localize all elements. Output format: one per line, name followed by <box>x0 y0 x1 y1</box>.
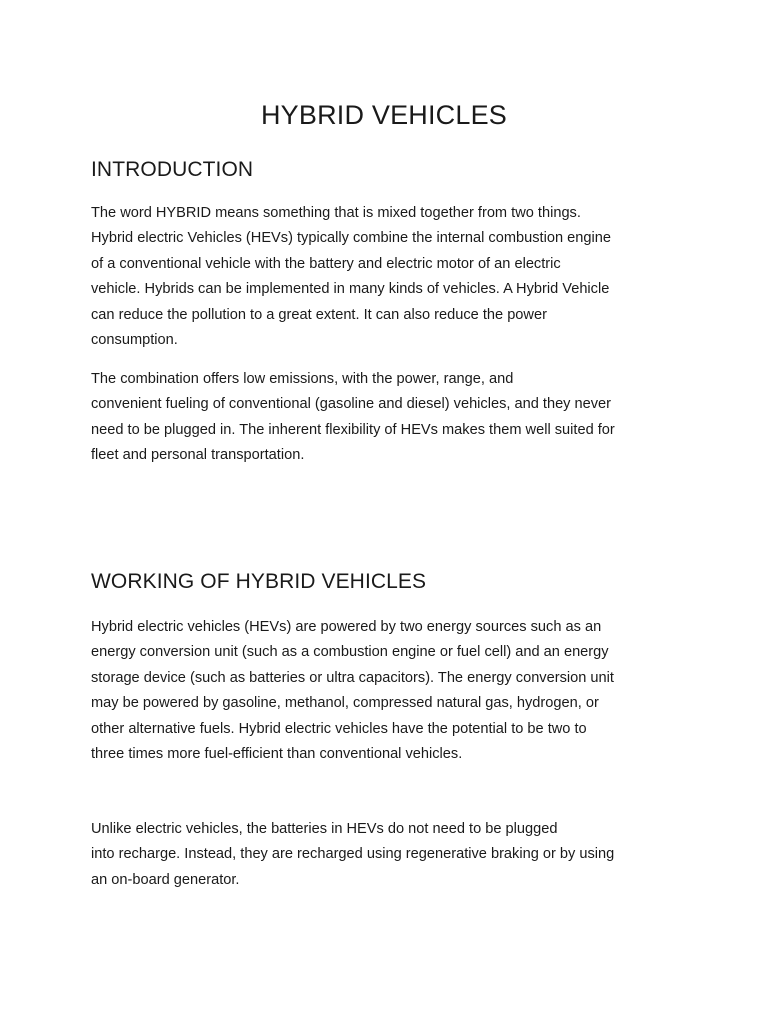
paragraph-working-2: Unlike electric vehicles, the batteries in HEVs do not need to be plugged into recharge. Instead, they are recharged using regenerative braking or by using an on-board generator. <box>91 821 615 888</box>
section-heading-working: WORKING OF HYBRID VEHICLES <box>91 570 427 593</box>
section-heading-introduction: INTRODUCTION <box>91 158 254 181</box>
paragraph-working-1: Hybrid electric vehicles (HEVs) are powered by two energy sources such as an energy conversion unit (such as a combustion engine or fuel cell) and an energy storage device (such as batteries or ultra capacitors). The energy conversion unit may be powered by gasoline, methanol, compressed natural gas, hydrogen, or other alternative fuels. Hybrid electric vehicles have the potential to be two to three times more fuel-efficient than conventional vehicles. <box>91 619 614 763</box>
paragraph-introduction-2: The combination offers low emissions, with the power, range, and convenient fueling of conventional (gasoline and diesel) vehicles, and they never need to be plugged in. The inherent flexibility of HEVs makes them well suited for fleet and personal transportation. <box>91 371 615 464</box>
paragraph-introduction-1: The word HYBRID means something that is mixed together from two things. Hybrid electric Vehicles (HEVs) typically combine the internal combustion engine of a conventional vehicle with the battery and electric motor of an electric vehicle. Hybrids can be implemented in many kinds of vehicles. A Hybrid Vehicle can reduce the pollution to a great extent. It can also reduce the power consumption. <box>91 205 611 349</box>
document-title: HYBRID VEHICLES <box>260 100 508 130</box>
